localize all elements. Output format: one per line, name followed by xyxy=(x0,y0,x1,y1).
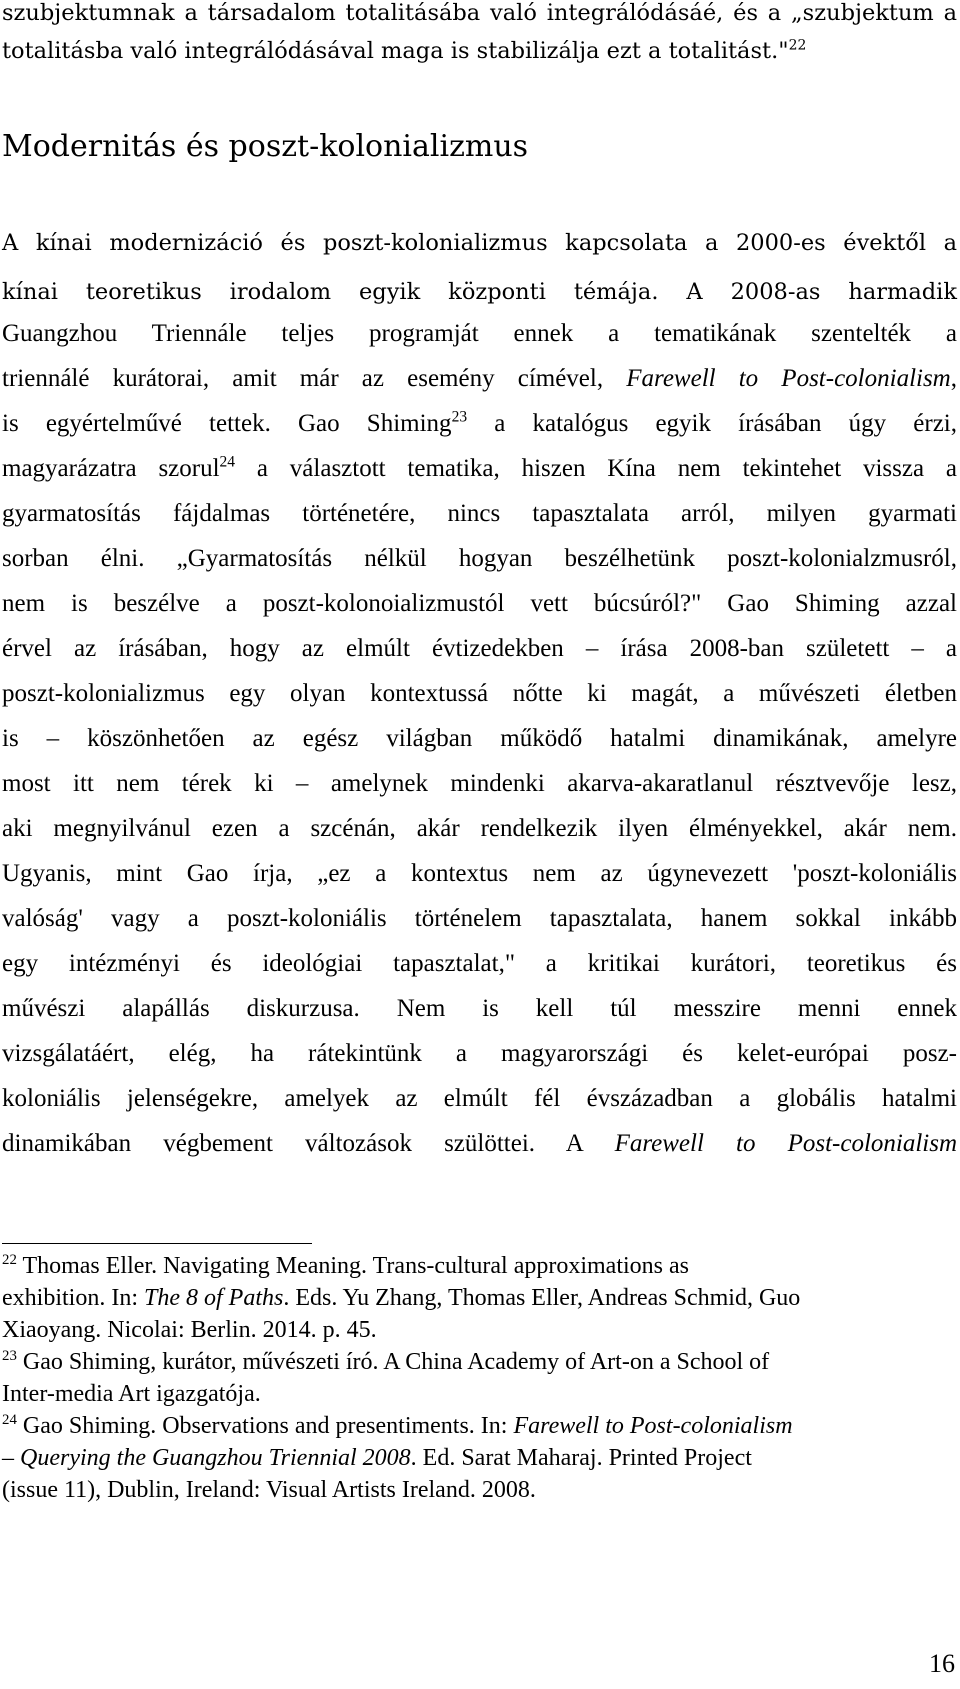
footnote-22-line-2: exhibition. In: The 8 of Paths. Eds. Yu Zhang, Thomas Eller, Andreas Schmid, Guo xyxy=(2,1285,801,1311)
continuation-line-1: szubjektumnak a társadalom totalitásába való integrálódásáé, és a „szubjektum a xyxy=(2,0,957,26)
footnote-24: $^{24}$ Gao Shiming. Observations and presentiments. In: Farewell to Post-colonialism xyxy=(2,1412,793,1439)
footnote-23: $^{23}$ Gao Shiming, kurátor, művészeti író. A China Academy of Art-on a School of xyxy=(2,1348,770,1375)
paragraph-line: művészi alapállás diskurzusa. Nem is kell túl messzire menni ennek xyxy=(2,995,957,1022)
footnote-22-line-3: Xiaoyang. Nicolai: Berlin. 2014. p. 45. xyxy=(2,1317,377,1343)
paragraph-line: sorban élni. „Gyarmatosítás nélkül hogyan beszélhetünk poszt-kolonialzmusról, xyxy=(2,545,957,572)
paragraph-line: egy intézményi és ideológiai tapasztalat," a kritikai kurátori, teoretikus és xyxy=(2,950,957,977)
paragraph-line: gyarmatosítás fájdalmas történetére, nincs tapasztalata arról, milyen gyarmati xyxy=(2,500,957,527)
paragraph-line: A kínai modernizáció és poszt-kolonializmus kapcsolata a 2000-es évektől a xyxy=(2,230,957,256)
paragraph-line: magyarázatra szorul$^{24}$ a választott tematika, hiszen Kína nem tekintehet vissza a xyxy=(2,453,957,482)
footnote-ref-23: 23 xyxy=(451,408,468,426)
paragraph-line: most itt nem térek ki – amelynek mindenki akarva-akaratlanul résztvevője lesz, xyxy=(2,770,957,797)
paragraph-line: vizsgálatáért, elég, ha rátekintünk a magyarországi és kelet-európai posz- xyxy=(2,1040,957,1067)
paragraph-line: valóság' vagy a poszt-koloniális történelem tapasztalata, hanem sokkal inkább xyxy=(2,905,957,932)
continuation-line-2: totalitásba való integrálódásával maga is stabilizálja ezt a totalitást."$^{22}$ xyxy=(2,37,807,64)
footnote-24-line-2: – Querying the Guangzhou Triennial 2008. Ed. Sarat Maharaj. Printed Project xyxy=(2,1445,752,1471)
footnote-22: $^{22}$ Thomas Eller. Navigating Meaning. Trans-cultural approximations as xyxy=(2,1252,690,1279)
section-heading: Modernitás és poszt-kolonializmus xyxy=(2,129,529,164)
paragraph-line: is – köszönhetően az egész világban működő hatalmi dinamikának, amelyre xyxy=(2,725,957,752)
page-number: 16 xyxy=(929,1649,955,1678)
footnote-24-line-3: (issue 11), Dublin, Ireland: Visual Artists Ireland. 2008. xyxy=(2,1477,536,1503)
paragraph-line: érvel az írásában, hogy az elmúlt évtizedekben – írása 2008-ban született – a xyxy=(2,635,957,662)
paragraph-line: nem is beszélve a poszt-kolonoializmustól vett búcsúról?" Gao Shiming azzal xyxy=(2,590,957,617)
paragraph-line: koloniális jelenségekre, amelyek az elmúlt fél évszázadban a globális hatalmi xyxy=(2,1085,957,1112)
paragraph-line: aki megnyilvánul ezen a szcénán, akár rendelkezik ilyen élményekkel, akár nem. xyxy=(2,815,957,842)
paragraph-line: is egyértelművé tettek. Gao Shiming$^{23}$ a katalógus egyik írásában úgy érzi, xyxy=(2,408,957,437)
paragraph-line: dinamikában végbement változások szülöttei. A Farewell to Post-colonialism xyxy=(2,1130,958,1157)
paragraph-line: Ugyanis, mint Gao írja, „ez a kontextus nem az úgynevezett 'poszt-koloniális xyxy=(2,860,957,887)
paragraph-line: poszt-kolonializmus egy olyan kontextussá nőtte ki magát, a művészeti életben xyxy=(2,680,957,707)
paragraph-line: Guangzhou Triennále teljes programját ennek a tematikának szentelték a xyxy=(2,320,957,347)
paragraph-line: kínai teoretikus irodalom egyik központi témája. A 2008-as harmadik xyxy=(2,279,957,305)
footnote-23-line-2: Inter-media Art igazgatója. xyxy=(2,1381,261,1407)
footnote-separator xyxy=(2,1243,312,1244)
footnote-ref-24: 24 xyxy=(219,453,236,471)
paragraph-line: triennálé kurátorai, amit már az esemény címével, Farewell to Post-colonialism, xyxy=(2,365,957,392)
footnote-ref-22: 22 xyxy=(788,37,807,54)
